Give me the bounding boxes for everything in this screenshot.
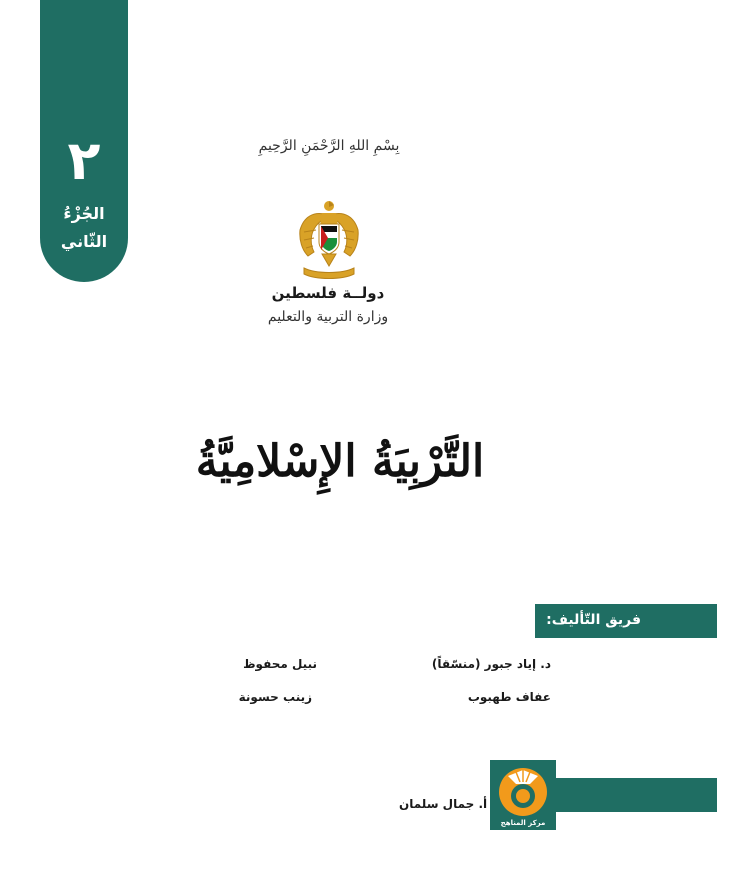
team-heading-bar [535,604,717,638]
volume-part-line2: الثّاني [60,232,108,251]
basmala: بِسْمِ اللهِ الرَّحْمَنِ الرَّحِيمِ [258,138,400,154]
book-title: التَّرْبِيَةُ الإِسْلامِيَّةُ [195,436,485,487]
palestine-emblem-icon [296,196,362,280]
reviewer-name: أ. جمال سلمان [399,797,488,811]
state-name: دولــة فلسطين [271,284,385,302]
volume-number: ٢ [67,129,101,192]
author-4: زينب حسونة [238,690,312,704]
volume-part-line1: الجُزْءُ [63,204,105,223]
author-2: نبيل محفوظ [243,657,317,671]
ministry-name: وزارة التربية والتعليم [267,309,389,325]
team-heading: فريق التّأليف: [546,612,641,628]
volume-tab [40,0,128,282]
author-3: عفاف طهبوب [467,690,551,704]
author-1: د. إياد جبور (منسّقاً) [431,657,551,671]
bottom-accent-bar [556,778,717,812]
curriculum-center-logo [490,760,556,830]
logo-caption: مركز المناهج [500,819,546,827]
